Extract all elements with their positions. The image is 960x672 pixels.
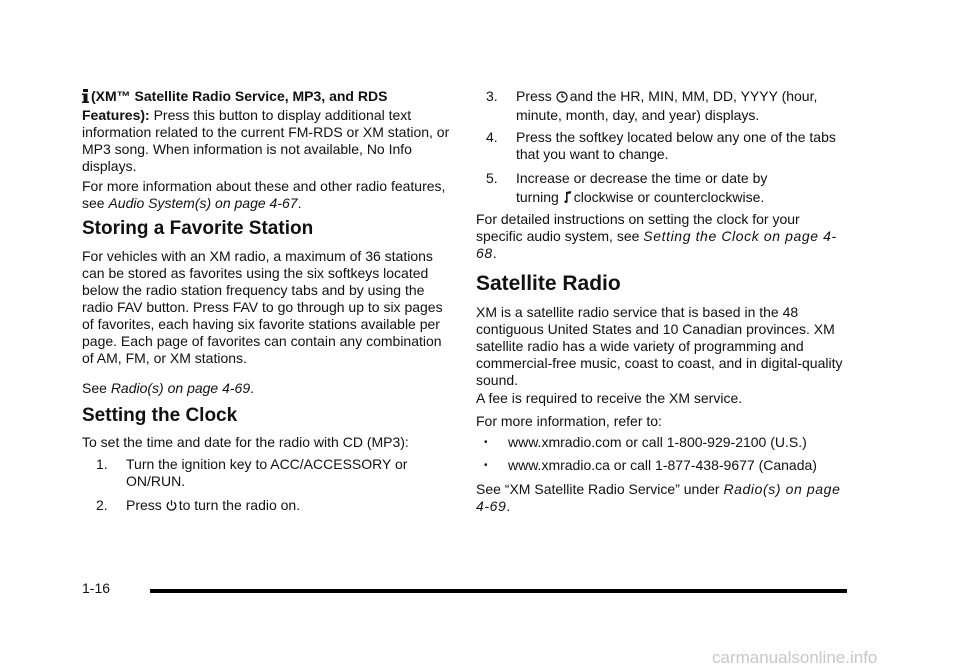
step-4-text: Press the softkey located below any one of the tabs that you want to change. [516, 129, 836, 162]
step-2-rest: to turn the radio on. [178, 497, 301, 513]
step-1 [96, 456, 454, 496]
step-3-rest: and the HR, MIN, MM, DD, YYYY (hour, minute, month, day, and year) displays. [516, 88, 818, 123]
page-number: 1-16 [82, 580, 111, 596]
bullet-dot: • [484, 460, 488, 471]
storing-heading: Storing a Favorite Station [82, 218, 314, 239]
fee-text: A fee is required to receive the XM service. [476, 390, 743, 406]
bullet-item-us [484, 434, 856, 452]
step-1-number: 1. [96, 456, 108, 472]
radios-xm-link[interactable]: Radio(s) on page 4-69 [476, 481, 841, 514]
step-5-turning: turning [516, 189, 559, 205]
step-3-number: 3. [486, 88, 498, 104]
satellite-heading: Satellite Radio [476, 272, 621, 295]
info-more-paragraph: For more information about these and other radio features, see Audio System(s) on page 4-67. [82, 178, 446, 211]
footer-rule [150, 589, 847, 593]
clock-intro: To set the time and date for the radio with CD (MP3): [82, 434, 409, 450]
step-4-number: 4. [486, 129, 498, 145]
step-5-line1: Increase or decrease the time or date by [516, 170, 768, 186]
step-4 [486, 129, 856, 169]
detail-paragraph: For detailed instructions on setting the clock for your specific audio system, see Setting the Clock on page 4-68. [476, 211, 837, 261]
step-2 [96, 497, 454, 517]
setting-clock-link[interactable]: Setting the Clock on page 4-68 [476, 228, 837, 261]
storing-see-prefix: See [82, 380, 107, 396]
info-icon [82, 89, 89, 107]
info-lead: (XM™ Satellite Radio Service, MP3, and RDS Features): [82, 88, 388, 123]
watermark: carmanualsonline.info [712, 648, 878, 667]
see-xm-prefix: See “XM Satellite Radio Service” under [476, 481, 720, 497]
see-xm-paragraph: See “XM Satellite Radio Service” under Radio(s) on page 4-69. [476, 481, 841, 514]
step-2-number: 2. [96, 497, 108, 513]
clock-icon [556, 90, 568, 107]
bullet-canada-text[interactable]: www.xmradio.ca or call 1-877-438-9677 (Canada) [508, 457, 817, 473]
satellite-body: XM is a satellite radio service that is based in the 48 contiguous United States and 10 Canadian provinces. XM satellite radio has a wide variety of programming and commercial-free music, coast to coast, and in digital-quality sound. [476, 304, 843, 388]
step-3-press: Press [516, 88, 552, 104]
step-5 [486, 170, 856, 210]
audio-system-link[interactable]: Audio System(s) on page 4-67 [108, 195, 298, 211]
tune-knob-icon [563, 187, 572, 211]
radios-link[interactable]: Radio(s) on page 4-69 [110, 380, 251, 396]
info-more-prefix: For more information about these and other radio features, see [82, 178, 446, 211]
more-info-text: For more information, refer to: [476, 413, 662, 429]
bullet-us-text[interactable]: www.xmradio.com or call 1-800-929-2100 (U.S.) [508, 434, 807, 450]
step-5-rest: clockwise or counterclockwise. [573, 189, 765, 205]
step-3 [486, 88, 856, 128]
storing-body: For vehicles with an XM radio, a maximum of 36 stations can be stored as favorites using the six softkeys located below the radio station frequency tabs and by using the radio FAV button. Press FAV to go through up to six pages of favorites, each having six favorite stations available per page. Each page of favorites can contain any combination of AM, FM, or XM stations. [82, 248, 443, 366]
bullet-dot: • [484, 437, 488, 448]
step-1-text: Turn the ignition key to ACC/ACCESSORY or ON/RUN. [126, 456, 408, 489]
detail-prefix: For detailed instructions on setting the clock for your specific audio system, see [476, 211, 800, 244]
info-button-paragraph [82, 88, 454, 175]
info-body: Press this button to display additional text information related to the current FM-RDS or XM station, or MP3 song. When information is not available, No Info displays. [82, 107, 450, 174]
step-5-number: 5. [486, 170, 498, 186]
step-2-press: Press [126, 497, 162, 513]
storing-see-paragraph: See Radio(s) on page 4-69. [82, 380, 255, 396]
bullet-item-canada [484, 457, 856, 475]
clock-heading: Setting the Clock [82, 405, 238, 426]
power-icon [166, 499, 177, 516]
